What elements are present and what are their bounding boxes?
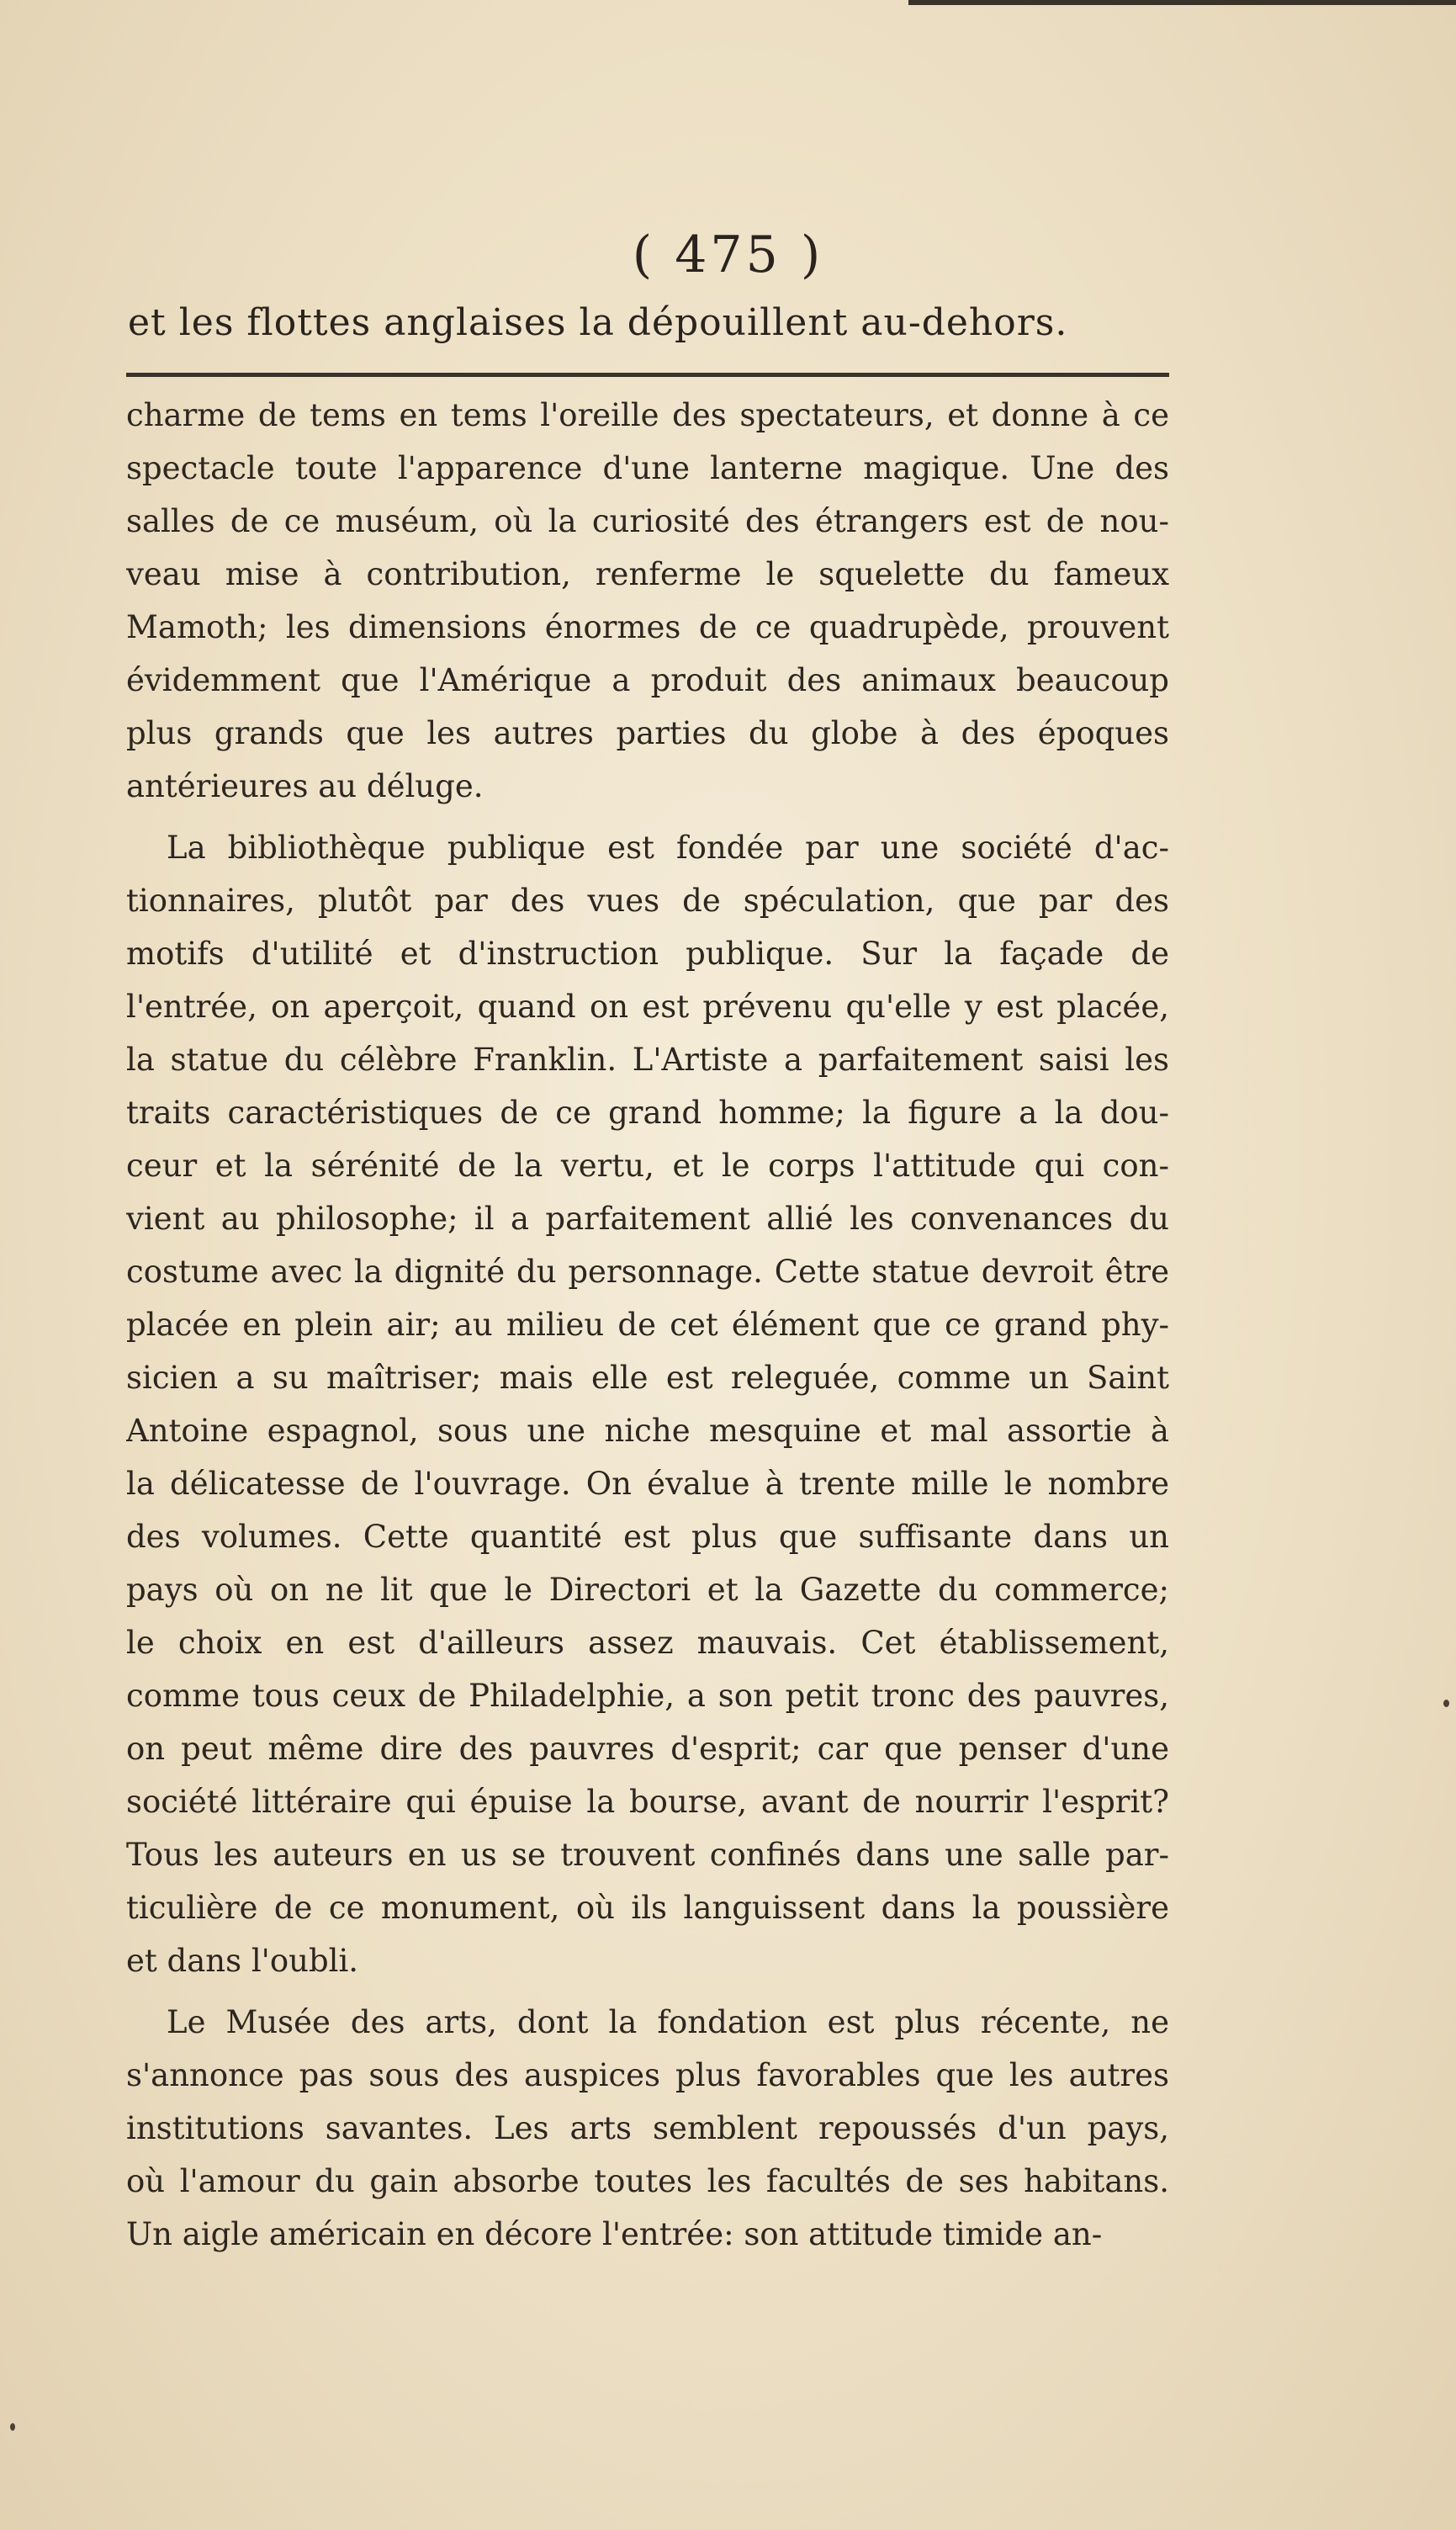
text-line: évidemment que l'Amérique a produit des animaux beaucoup: [126, 662, 1169, 698]
running-catchline: et les flottes anglaises la dépouillent au-dehors.: [128, 301, 1068, 344]
ink-speck: [10, 2423, 15, 2431]
text-line: charme de tems en tems l'oreille des spectateurs, et donne à ce: [126, 397, 1169, 433]
ink-speck: [1443, 1700, 1449, 1707]
text-line: tionnaires, plutôt par des vues de spéculation, que par des: [126, 883, 1169, 919]
text-line: vient au philosophe; il a parfaitement allié les convenances du: [126, 1201, 1169, 1237]
text-line: Un aigle américain en décore l'entrée: son attitude timide an-: [126, 2216, 1103, 2252]
header-rule: [126, 373, 1169, 377]
text-line: on peut même dire des pauvres d'esprit; car que penser d'une: [126, 1731, 1169, 1767]
text-line: costume avec la dignité du personnage. Cette statue devroit être: [126, 1254, 1169, 1290]
text-line: comme tous ceux de Philadelphie, a son petit tronc des pauvres,: [126, 1678, 1169, 1714]
text-line: s'annonce pas sous des auspices plus favorables que les autres: [126, 2057, 1169, 2093]
text-line: Tous les auteurs en us se trouvent confinés dans une salle par-: [126, 1837, 1169, 1873]
text-line: ceur et la sérénité de la vertu, et le corps l'attitude qui con-: [126, 1148, 1169, 1184]
text-line: pays où on ne lit que le Directori et la Gazette du commerce;: [126, 1572, 1169, 1608]
text-line: veau mise à contribution, renferme le squelette du fameux: [126, 556, 1169, 592]
page-number: ( 475 ): [632, 225, 824, 284]
text-line: spectacle toute l'apparence d'une lanterne magique. Une des: [126, 450, 1169, 486]
text-line: salles de ce muséum, où la curiosité des étrangers est de nou-: [126, 503, 1169, 539]
text-line: l'entrée, on aperçoit, quand on est prévenu qu'elle y est placée,: [126, 989, 1169, 1025]
text-line: où l'amour du gain absorbe toutes les facultés de ses habitans.: [126, 2163, 1169, 2199]
text-line: des volumes. Cette quantité est plus que suffisante dans un: [126, 1519, 1169, 1555]
body-text: [126, 389, 1169, 2261]
text-line: antérieures au déluge.: [126, 768, 484, 804]
page-edge-shadow: [908, 0, 1456, 5]
paragraph-gap: [126, 1987, 1169, 1996]
text-line: traits caractéristiques de ce grand homme; la figure a la dou-: [126, 1095, 1169, 1131]
paragraph-gap: [126, 813, 1169, 821]
text-line: placée en plein air; au milieu de cet élément que ce grand phy-: [126, 1307, 1169, 1343]
text-line: Le Musée des arts, dont la fondation est plus récente, ne: [167, 2004, 1169, 2040]
text-line: et dans l'oubli.: [126, 1943, 359, 1979]
text-line: Antoine espagnol, sous une niche mesquine et mal assortie à: [126, 1413, 1169, 1449]
text-line: plus grands que les autres parties du globe à des époques: [126, 715, 1169, 751]
text-line: motifs d'utilité et d'instruction publique. Sur la façade de: [126, 936, 1169, 972]
text-line: Mamoth; les dimensions énormes de ce quadrupède, prouvent: [126, 609, 1169, 645]
text-line: sicien a su maîtriser; mais elle est releguée, comme un Saint: [126, 1360, 1169, 1396]
text-line: La bibliothèque publique est fondée par une société d'ac-: [167, 830, 1169, 866]
text-line: la délicatesse de l'ouvrage. On évalue à trente mille le nombre: [126, 1466, 1169, 1502]
text-line: ticulière de ce monument, où ils languissent dans la poussière: [126, 1890, 1169, 1926]
text-line: la statue du célèbre Franklin. L'Artiste a parfaitement saisi les: [126, 1042, 1169, 1078]
text-line: le choix en est d'ailleurs assez mauvais. Cet établissement,: [126, 1625, 1169, 1661]
text-line: société littéraire qui épuise la bourse, avant de nourrir l'esprit?: [126, 1784, 1169, 1820]
text-line: institutions savantes. Les arts semblent repoussés d'un pays,: [126, 2110, 1169, 2146]
